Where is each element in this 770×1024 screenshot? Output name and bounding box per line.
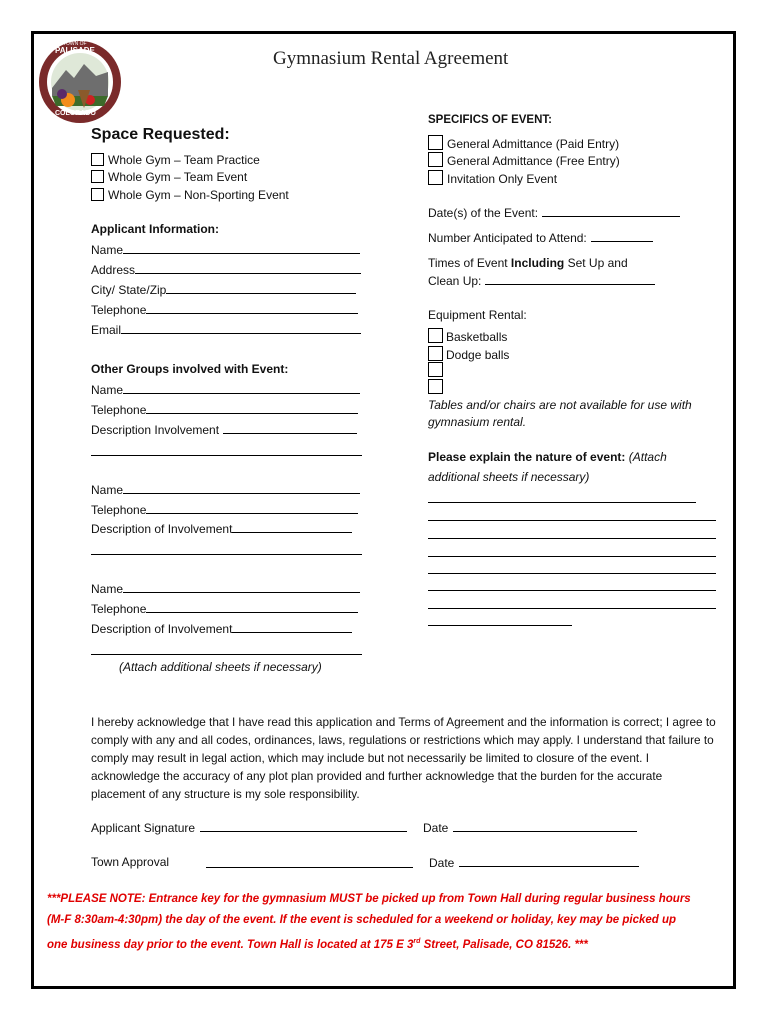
input-line[interactable] xyxy=(166,282,356,294)
cleanup-field[interactable]: Clean Up: xyxy=(428,273,655,288)
checkbox[interactable] xyxy=(91,188,104,201)
specifics-heading: SPECIFICS OF EVENT: xyxy=(428,114,552,126)
applicant-email-field[interactable]: Email xyxy=(91,322,361,337)
space-requested-heading: Space Requested: xyxy=(91,126,230,143)
group3-telephone-field[interactable]: Telephone xyxy=(91,601,358,616)
notice-line1: ***PLEASE NOTE: Entrance key for the gymnasium MUST be picked up from Town Hall during regular business hours xyxy=(47,893,691,905)
event-times-label: Times of Event Including Set Up and xyxy=(428,256,628,270)
nature-heading-line2: additional sheets if necessary) xyxy=(428,470,590,484)
nature-line-3[interactable] xyxy=(428,538,716,539)
town-approval-label: Town Approval xyxy=(91,855,170,869)
space-option-team-event[interactable]: Whole Gym – Team Event xyxy=(91,170,247,184)
specifics-option-invitation[interactable]: Invitation Only Event xyxy=(428,170,557,186)
input-line[interactable] xyxy=(459,855,639,867)
group2-telephone-field[interactable]: Telephone xyxy=(91,502,358,517)
notice-line3: one business day prior to the event. Town Hall is located at 175 E 3rd Street, Palisade, CO 81526. *** xyxy=(47,938,588,951)
other-groups-heading: Other Groups involved with Event: xyxy=(91,362,289,376)
checkbox[interactable] xyxy=(428,346,443,361)
input-line[interactable] xyxy=(453,820,637,832)
seal-text-top: TOWN OF xyxy=(63,41,87,47)
input-line[interactable] xyxy=(123,581,360,593)
equipment-option-blank1[interactable] xyxy=(428,362,447,378)
equipment-option-blank2[interactable] xyxy=(428,379,447,395)
input-line[interactable] xyxy=(123,242,360,254)
input-line[interactable] xyxy=(200,820,407,832)
applicant-date-field[interactable]: Date xyxy=(423,820,637,835)
nature-line-7[interactable] xyxy=(428,608,716,609)
acknowledgement-text: I hereby acknowledge that I have read this application and Terms of Agreement and the information is correct; I agree to comply with any and all codes, ordinances, laws, regulations or restrictions which may apply. I understand that failure to comply may result in legal action, which may include but not necessarily be limited to closure of the event. I acknowledge the accuracy of any plot plan provided and further acknowledge that the burden for the accurate placement of any structure is my sole responsibility. xyxy=(91,715,716,801)
nature-line-2[interactable] xyxy=(428,520,716,521)
applicant-name-field[interactable]: Name xyxy=(91,242,360,257)
input-line[interactable] xyxy=(232,521,352,533)
tables-note-line2: gymnasium rental. xyxy=(428,415,527,429)
checkbox[interactable] xyxy=(428,379,443,394)
group1-telephone-field[interactable]: Telephone xyxy=(91,402,358,417)
checkbox[interactable] xyxy=(91,170,104,183)
group3-description-line2[interactable] xyxy=(91,654,362,655)
event-dates-field[interactable]: Date(s) of the Event: xyxy=(428,205,680,220)
checkbox[interactable] xyxy=(91,153,104,166)
checkbox[interactable] xyxy=(428,135,443,150)
equipment-heading: Equipment Rental: xyxy=(428,308,527,322)
input-line[interactable] xyxy=(123,382,360,394)
input-line[interactable] xyxy=(123,482,360,494)
input-line[interactable] xyxy=(542,205,680,217)
page-title: Gymnasium Rental Agreement xyxy=(273,48,509,69)
town-date-field[interactable]: Date xyxy=(429,855,639,870)
group3-description-field[interactable]: Description of Involvement xyxy=(91,621,352,636)
number-attending-field[interactable]: Number Anticipated to Attend: xyxy=(428,230,653,245)
checkbox[interactable] xyxy=(428,328,443,343)
input-line[interactable] xyxy=(146,502,358,514)
input-line[interactable] xyxy=(135,262,361,274)
tables-note-line1: Tables and/or chairs are not available for use with xyxy=(428,398,692,412)
attach-note: (Attach additional sheets if necessary) xyxy=(119,660,322,674)
group1-description-field[interactable]: Description Involvement xyxy=(91,422,357,437)
group3-name-field[interactable]: Name xyxy=(91,581,360,596)
nature-heading: Please explain the nature of event: (Attach xyxy=(428,450,667,464)
checkbox[interactable] xyxy=(428,170,443,185)
applicant-telephone-field[interactable]: Telephone xyxy=(91,302,358,317)
input-line[interactable] xyxy=(121,322,361,334)
group1-description-line2[interactable] xyxy=(91,455,362,456)
input-line[interactable] xyxy=(146,402,358,414)
equipment-option-dodgeballs[interactable]: Dodge balls xyxy=(428,346,509,362)
applicant-address-field[interactable]: Address xyxy=(91,262,361,277)
nature-line-1[interactable] xyxy=(428,502,696,503)
group2-description-field[interactable]: Description of Involvement xyxy=(91,521,352,536)
space-option-non-sporting[interactable]: Whole Gym – Non-Sporting Event xyxy=(91,188,289,202)
notice-line2: (M-F 8:30am-4:30pm) the day of the event. If the event is scheduled for a weekend or holiday, key may be picked up xyxy=(47,914,677,926)
group2-name-field[interactable]: Name xyxy=(91,482,360,497)
nature-line-4[interactable] xyxy=(428,556,716,557)
applicant-city-field[interactable]: City/ State/Zip xyxy=(91,282,356,297)
seal-text-name: PALISADE xyxy=(55,46,95,55)
checkbox[interactable] xyxy=(428,362,443,377)
checkbox[interactable] xyxy=(428,152,443,167)
group2-description-line2[interactable] xyxy=(91,554,362,555)
specifics-option-free[interactable]: General Admittance (Free Entry) xyxy=(428,152,620,168)
input-line[interactable] xyxy=(232,621,352,633)
seal-text-bottom: COLORADO xyxy=(55,110,96,117)
space-option-team-practice[interactable]: Whole Gym – Team Practice xyxy=(91,153,260,167)
specifics-option-paid[interactable]: General Admittance (Paid Entry) xyxy=(428,135,619,151)
group1-name-field[interactable]: Name xyxy=(91,382,360,397)
nature-line-5[interactable] xyxy=(428,573,716,574)
input-line[interactable] xyxy=(485,273,655,285)
equipment-option-basketballs[interactable]: Basketballs xyxy=(428,328,507,344)
nature-line-8[interactable] xyxy=(428,625,572,626)
applicant-heading: Applicant Information: xyxy=(91,222,219,236)
applicant-signature-field[interactable]: Applicant Signature xyxy=(91,820,407,835)
input-line[interactable] xyxy=(591,230,653,242)
input-line[interactable] xyxy=(146,302,358,314)
input-line[interactable] xyxy=(146,601,358,613)
nature-line-6[interactable] xyxy=(428,590,716,591)
input-line[interactable] xyxy=(223,422,357,434)
town-approval-line[interactable] xyxy=(206,867,413,868)
